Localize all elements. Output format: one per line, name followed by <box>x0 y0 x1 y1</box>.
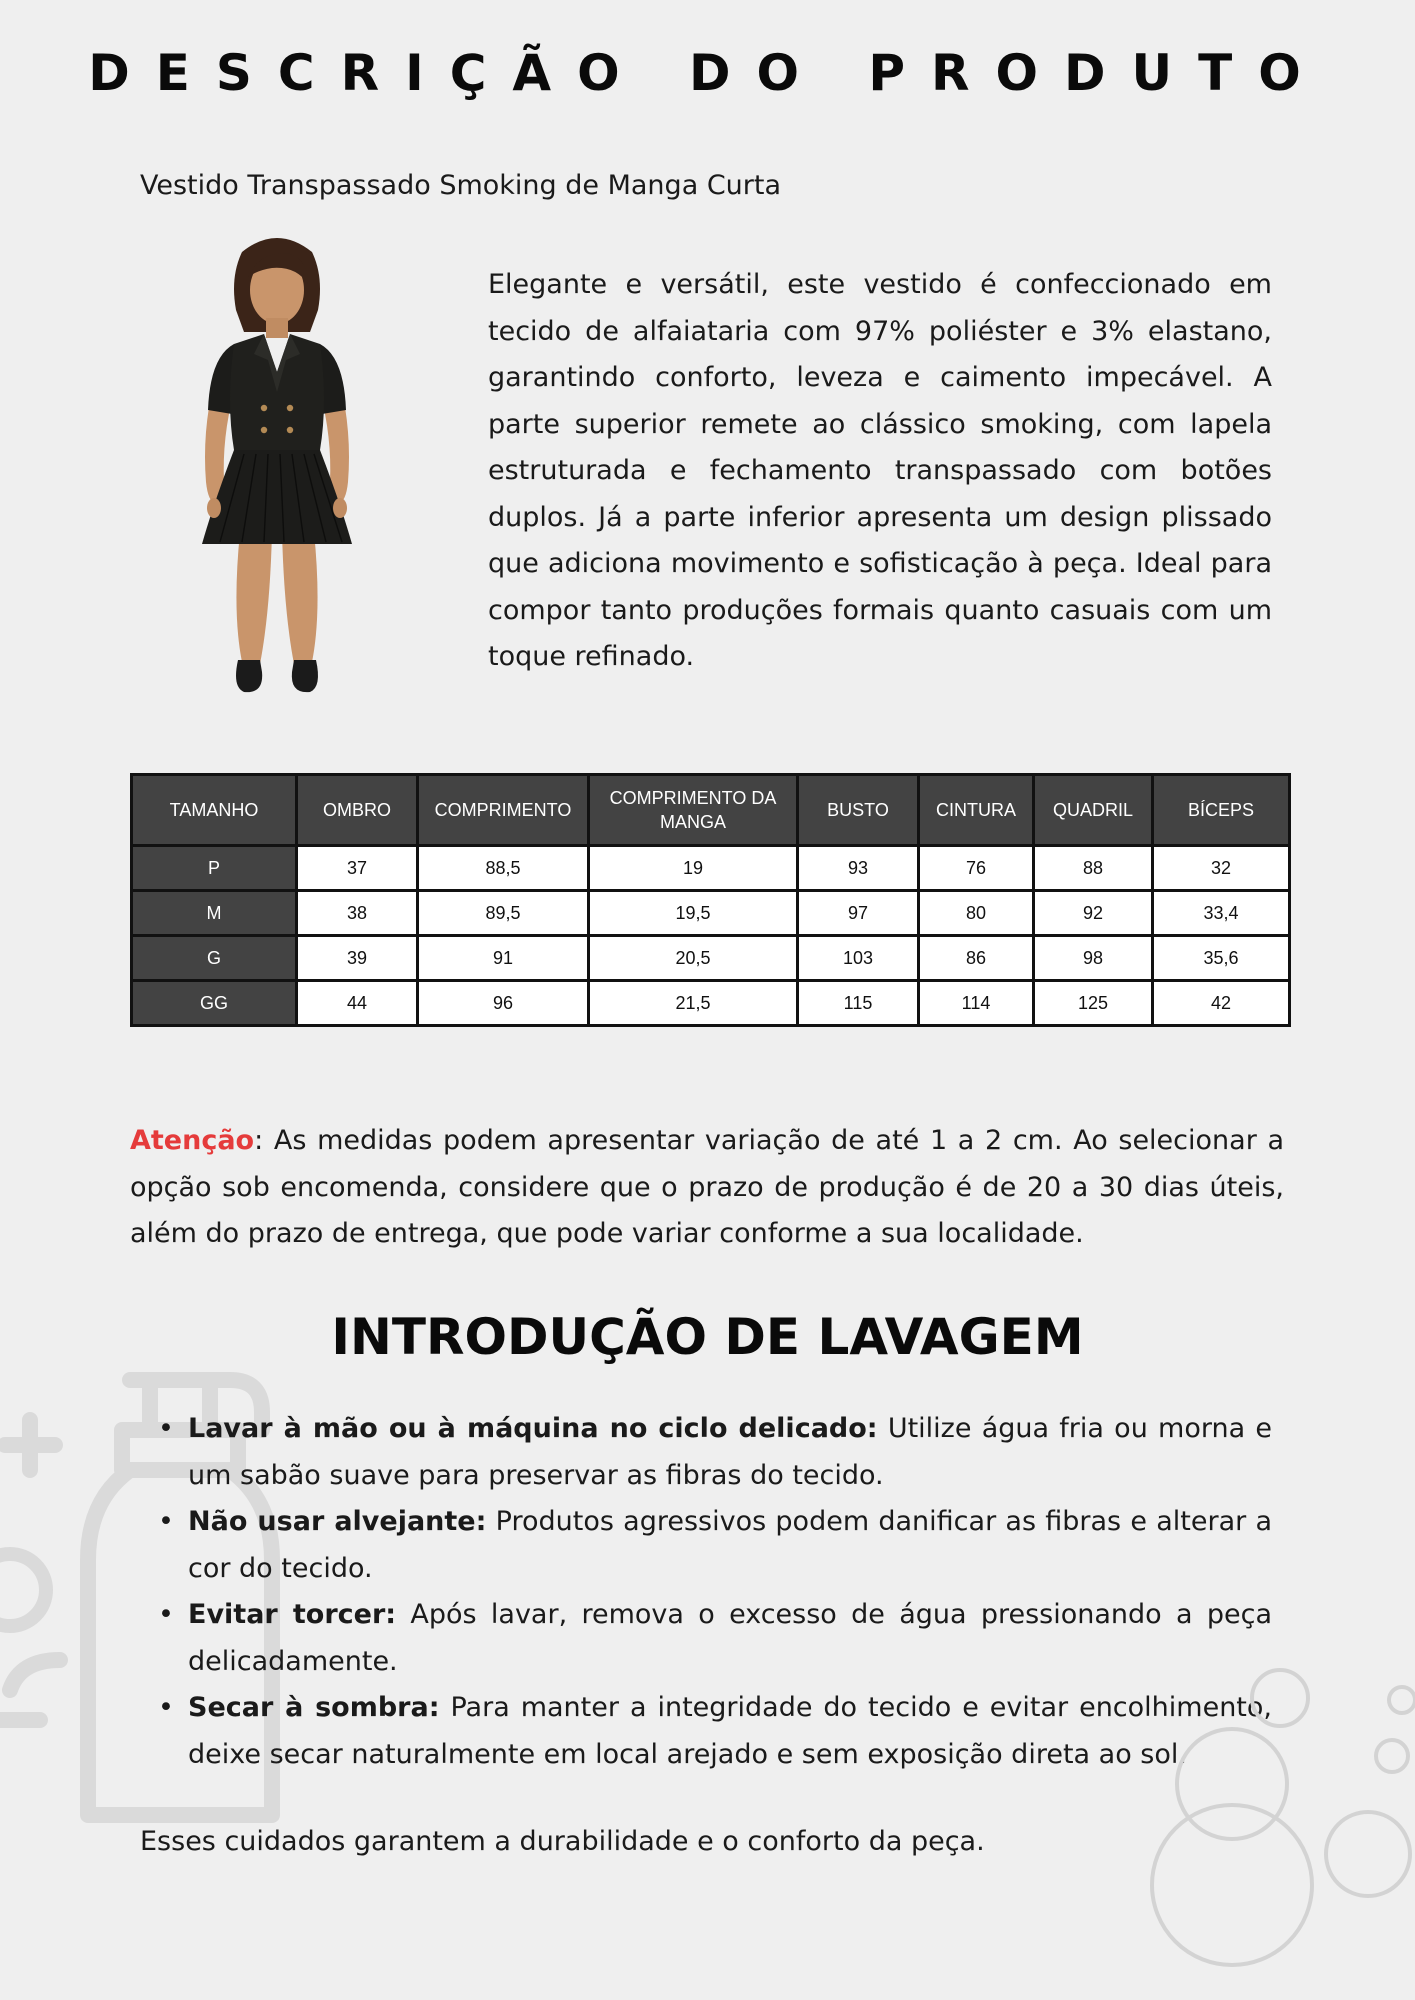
table-cell: 92 <box>1034 891 1153 936</box>
table-cell: 20,5 <box>589 936 798 981</box>
washing-instructions-list <box>188 1406 1272 1778</box>
closing-note: Esses cuidados garantem a durabilidade e o conforto da peça. <box>140 1826 985 1857</box>
column-header: BUSTO <box>798 775 919 846</box>
column-header: CINTURA <box>919 775 1034 846</box>
table-cell: 98 <box>1034 936 1153 981</box>
instruction-text: Utilize água fria ou morna e um sabão suave para preservar as fibras do tecido. <box>188 1413 1272 1491</box>
table-cell: 19 <box>589 846 798 891</box>
attention-note <box>130 1118 1284 1258</box>
list-item <box>188 1499 1272 1592</box>
table-cell: 37 <box>297 846 418 891</box>
table-cell: 32 <box>1153 846 1290 891</box>
table-cell: 80 <box>919 891 1034 936</box>
column-header: OMBRO <box>297 775 418 846</box>
table-row <box>132 846 1290 891</box>
size-cell: M <box>132 891 297 936</box>
table-cell: 38 <box>297 891 418 936</box>
product-model-image <box>172 232 382 702</box>
table-row <box>132 981 1290 1026</box>
size-cell: GG <box>132 981 297 1026</box>
table-cell: 96 <box>418 981 589 1026</box>
table-row <box>132 891 1290 936</box>
table-cell: 115 <box>798 981 919 1026</box>
table-cell: 21,5 <box>589 981 798 1026</box>
table-cell: 35,6 <box>1153 936 1290 981</box>
table-cell: 103 <box>798 936 919 981</box>
table-cell: 86 <box>919 936 1034 981</box>
list-item <box>188 1685 1272 1778</box>
table-cell: 114 <box>919 981 1034 1026</box>
product-name: Vestido Transpassado Smoking de Manga Curta <box>140 170 782 201</box>
product-description: Elegante e versátil, este vestido é confeccionado em tecido de alfaiataria com 97% poliéster e 3% elastano, garantindo conforto, leveza e caimento impecável. A parte superior remete ao clássico smoking, com lapela estruturada e fechamento transpassado com botões duplos. Já a parte inferior apresenta um design plissado que adiciona movimento e sofisticação à peça. Ideal para compor tanto produções formais quanto casuais com um toque refinado. <box>488 269 1272 672</box>
table-row <box>132 936 1290 981</box>
table-cell: 89,5 <box>418 891 589 936</box>
size-cell: P <box>132 846 297 891</box>
table-cell: 42 <box>1153 981 1290 1026</box>
instruction-text: Para manter a integridade do tecido e evitar encolhimento, deixe secar naturalmente em local arejado e sem exposição direta ao sol. <box>188 1692 1272 1770</box>
column-header: QUADRIL <box>1034 775 1153 846</box>
table-cell: 93 <box>798 846 919 891</box>
instruction-heading: Evitar torcer: <box>188 1599 397 1630</box>
table-cell: 91 <box>418 936 589 981</box>
instruction-text: Produtos agressivos podem danificar as fibras e alterar a cor do tecido. <box>188 1506 1273 1584</box>
size-cell: G <box>132 936 297 981</box>
table-cell: 88,5 <box>418 846 589 891</box>
column-header: COMPRIMENTO DA MANGA <box>589 775 798 846</box>
instruction-text: Após lavar, remova o excesso de água pressionando a peça delicadamente. <box>188 1599 1273 1677</box>
list-item <box>188 1406 1272 1499</box>
table-cell: 97 <box>798 891 919 936</box>
page-title: DESCRIÇÃO DO PRODUTO <box>88 44 1327 102</box>
table-cell: 39 <box>297 936 418 981</box>
table-cell: 88 <box>1034 846 1153 891</box>
column-header: BÍCEPS <box>1153 775 1290 846</box>
column-header: TAMANHO <box>132 775 297 846</box>
table-cell: 19,5 <box>589 891 798 936</box>
table-cell: 125 <box>1034 981 1153 1026</box>
size-table <box>130 773 1291 1027</box>
attention-label: Atenção <box>130 1125 255 1156</box>
instruction-heading: Lavar à mão ou à máquina no ciclo delicado: <box>188 1413 878 1444</box>
instruction-heading: Secar à sombra: <box>188 1692 440 1723</box>
attention-text: : As medidas podem apresentar variação de até 1 a 2 cm. Ao selecionar a opção sob encomenda, considere que o prazo de produção é de 20 a 30 dias úteis, além do prazo de entrega, que pode variar conforme a sua localidade. <box>130 1125 1284 1249</box>
bubbles-decoration-icon <box>1130 1660 1415 2000</box>
table-cell: 44 <box>297 981 418 1026</box>
table-cell: 33,4 <box>1153 891 1290 936</box>
table-header-row <box>132 775 1290 846</box>
table-cell: 76 <box>919 846 1034 891</box>
instruction-heading: Não usar alvejante: <box>188 1506 487 1537</box>
column-header: COMPRIMENTO <box>418 775 589 846</box>
washing-title: INTRODUÇÃO DE LAVAGEM <box>331 1308 1084 1366</box>
list-item <box>188 1592 1272 1685</box>
